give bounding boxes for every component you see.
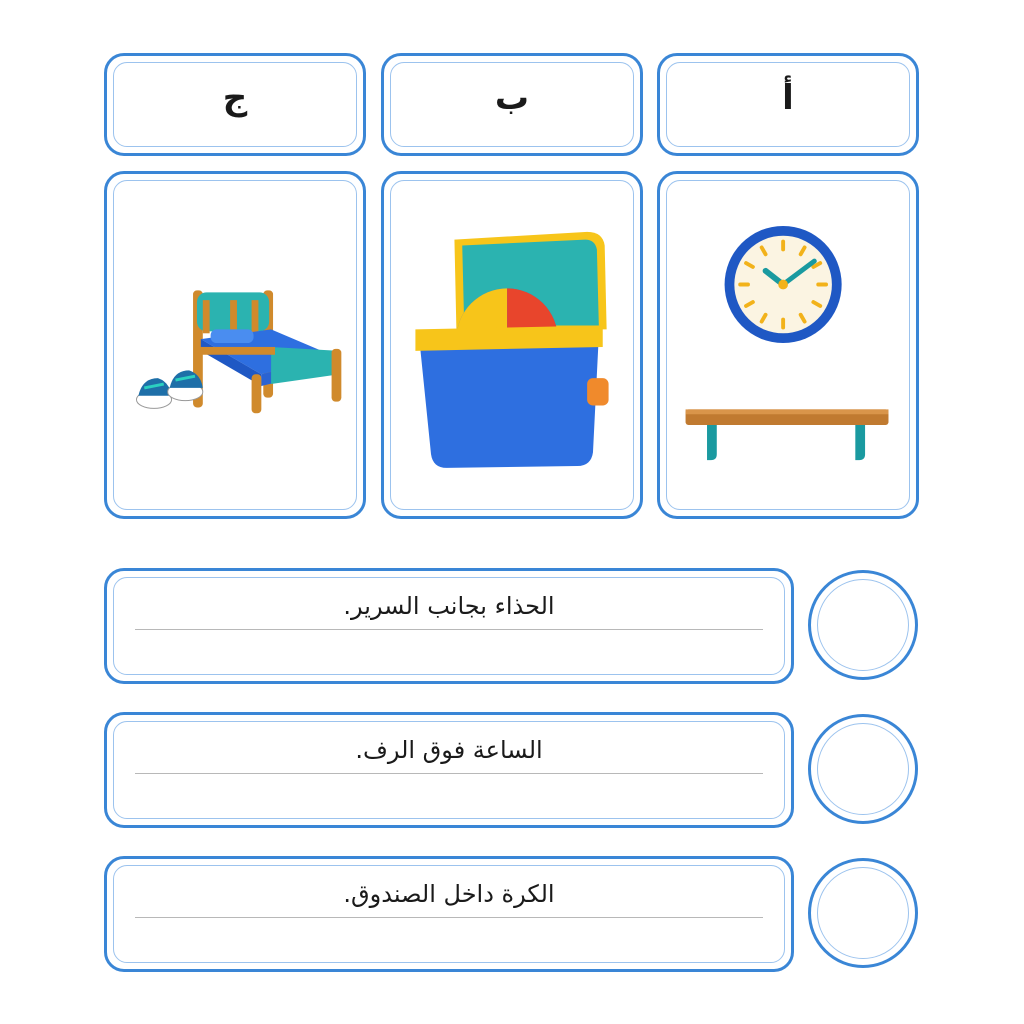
answer-circle-3[interactable]	[808, 858, 918, 968]
picture-card-alef	[657, 171, 919, 519]
letter-label: أ	[782, 78, 794, 118]
picture-card-beh	[381, 171, 643, 519]
sentence-text: الساعة فوق الرف.	[355, 736, 543, 764]
writing-line	[135, 917, 763, 918]
letter-box-alef	[657, 53, 919, 156]
writing-line	[135, 629, 763, 630]
letter-box-jeem	[104, 53, 366, 156]
sentence-box-1	[104, 568, 794, 684]
letter-label: ب	[494, 78, 530, 118]
picture-card-jeem	[104, 171, 366, 519]
sentence-box-2	[104, 712, 794, 828]
clock-above-shelf-icon	[668, 182, 908, 508]
sentence-text: الكرة داخل الصندوق.	[343, 880, 555, 908]
answer-circle-2[interactable]	[808, 714, 918, 824]
letter-box-beh	[381, 53, 643, 156]
sentence-box-3	[104, 856, 794, 972]
writing-line	[135, 773, 763, 774]
sentence-text: الحذاء بجانب السرير.	[343, 592, 555, 620]
answer-circle-1[interactable]	[808, 570, 918, 680]
letter-label: ج	[222, 78, 248, 118]
shoes-beside-bed-icon	[115, 182, 355, 508]
ball-in-box-icon	[392, 182, 632, 508]
